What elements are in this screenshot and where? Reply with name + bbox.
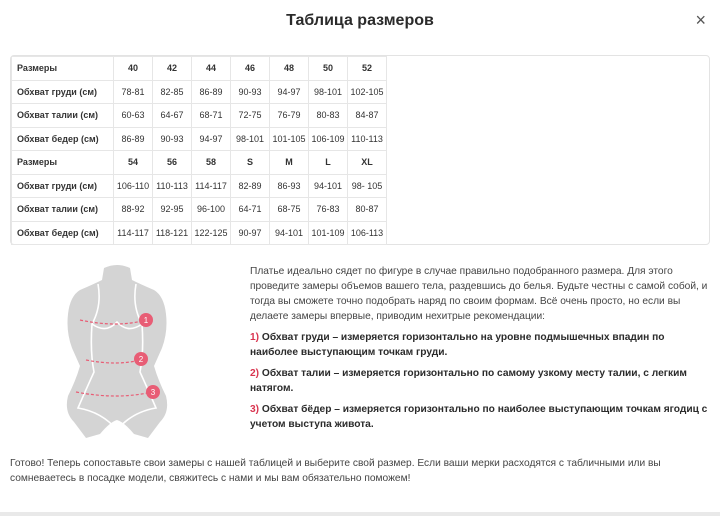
table-row [12,104,387,128]
table-cell: 80-83 [309,104,348,128]
table-cell: 110-113 [153,174,192,198]
table-cell: 90-97 [231,221,270,245]
table-row [12,221,387,245]
table-cell: 52 [348,57,387,81]
measure-bust: 1) Обхват груди – измеряется горизонтально на уровне подмышечных впадин по наиболее выступающим точкам груди. [250,332,665,358]
table-cell: 72-75 [231,104,270,128]
row-label: Обхват талии (см) [12,104,114,128]
table-cell: 86-89 [114,127,153,151]
table-cell: 90-93 [231,80,270,104]
body-figure-illustration [62,262,172,442]
table-cell: 54 [114,151,153,175]
row-label: Обхват груди (см) [12,80,114,104]
table-cell: 94-97 [270,80,309,104]
table-cell: 50 [309,57,348,81]
size-table [11,56,387,245]
measure-waist: 2) Обхват талии – измеряется горизонтально по самому узкому месту талии, с легким натягом. [250,368,687,394]
table-cell: 82-85 [153,80,192,104]
table-cell: S [231,151,270,175]
size-table-container [10,55,710,245]
table-cell: 44 [192,57,231,81]
table-cell: 78-81 [114,80,153,104]
close-icon[interactable]: × [695,10,706,30]
table-cell: XL [348,151,387,175]
row-label: Размеры [12,151,114,175]
table-cell: 98-101 [231,127,270,151]
table-header-row [12,151,387,175]
table-row [12,127,387,151]
table-cell: 40 [114,57,153,81]
table-cell: 102-105 [348,80,387,104]
table-cell: M [270,151,309,175]
table-row [12,80,387,104]
table-row [12,174,387,198]
row-label: Обхват талии (см) [12,198,114,222]
row-label: Обхват бедер (см) [12,221,114,245]
table-cell: 68-71 [192,104,231,128]
table-cell: 42 [153,57,192,81]
table-cell: 114-117 [192,174,231,198]
table-row [12,198,387,222]
body-silhouette [67,265,167,438]
table-cell: 106-113 [348,221,387,245]
modal-title: Таблица размеров [286,12,434,29]
table-cell: 84-87 [348,104,387,128]
table-cell: 94-101 [270,221,309,245]
table-cell: 106-109 [309,127,348,151]
marker-2-label: 2 [138,355,144,364]
table-cell: 101-109 [309,221,348,245]
table-cell: 98-101 [309,80,348,104]
footer-note: Готово! Теперь сопоставьте свои замеры с нашей таблицей и выберите свой размер. Если ваши мерки расходятся с табличными или вы сомневаетесь в посадке модели, свяжитесь с нами и мы вам обязательно поможем! [10,458,661,484]
table-cell: 76-83 [309,198,348,222]
table-cell: 82-89 [231,174,270,198]
table-cell: 46 [231,57,270,81]
table-header-row [12,57,387,81]
marker-1-label: 1 [143,316,149,325]
table-cell: 76-79 [270,104,309,128]
table-cell: 94-97 [192,127,231,151]
table-cell: 101-105 [270,127,309,151]
table-cell: 86-93 [270,174,309,198]
table-cell: 64-71 [231,198,270,222]
row-label: Обхват груди (см) [12,174,114,198]
table-cell: 56 [153,151,192,175]
table-cell: 64-67 [153,104,192,128]
table-cell: 118-121 [153,221,192,245]
table-cell: 86-89 [192,80,231,104]
measurement-instructions [250,264,710,438]
table-cell: 90-93 [153,127,192,151]
table-cell: 60-63 [114,104,153,128]
table-cell: 106-110 [114,174,153,198]
table-cell: 80-87 [348,198,387,222]
row-label: Размеры [12,57,114,81]
table-cell: 48 [270,57,309,81]
table-cell: 58 [192,151,231,175]
measure-hips: 3) Обхват бёдер – измеряется горизонтально по наиболее выступающим точкам ягодиц с учетом выступа живота. [250,404,708,430]
table-cell: 88-92 [114,198,153,222]
instructions-intro: Платье идеально сядет по фигуре в случае правильно подобранного размера. Для этого проведите замеры объемов вашего тела, раздевшись до белья. Будьте честны с самой собой, и тогда вы сможете точно подобрать наряд по своим формам. Всё очень просто, но если вы делаете замеры впервые, приводим нехитрые рекомендации: [250,266,708,322]
table-cell: 110-113 [348,127,387,151]
table-cell: 96-100 [192,198,231,222]
table-cell: 94-101 [309,174,348,198]
table-cell: 114-117 [114,221,153,245]
table-cell: 122-125 [192,221,231,245]
marker-3-label: 3 [150,388,156,397]
table-cell: 98- 105 [348,174,387,198]
table-cell: 68-75 [270,198,309,222]
table-cell: L [309,151,348,175]
row-label: Обхват бедер (см) [12,127,114,151]
table-cell: 92-95 [153,198,192,222]
